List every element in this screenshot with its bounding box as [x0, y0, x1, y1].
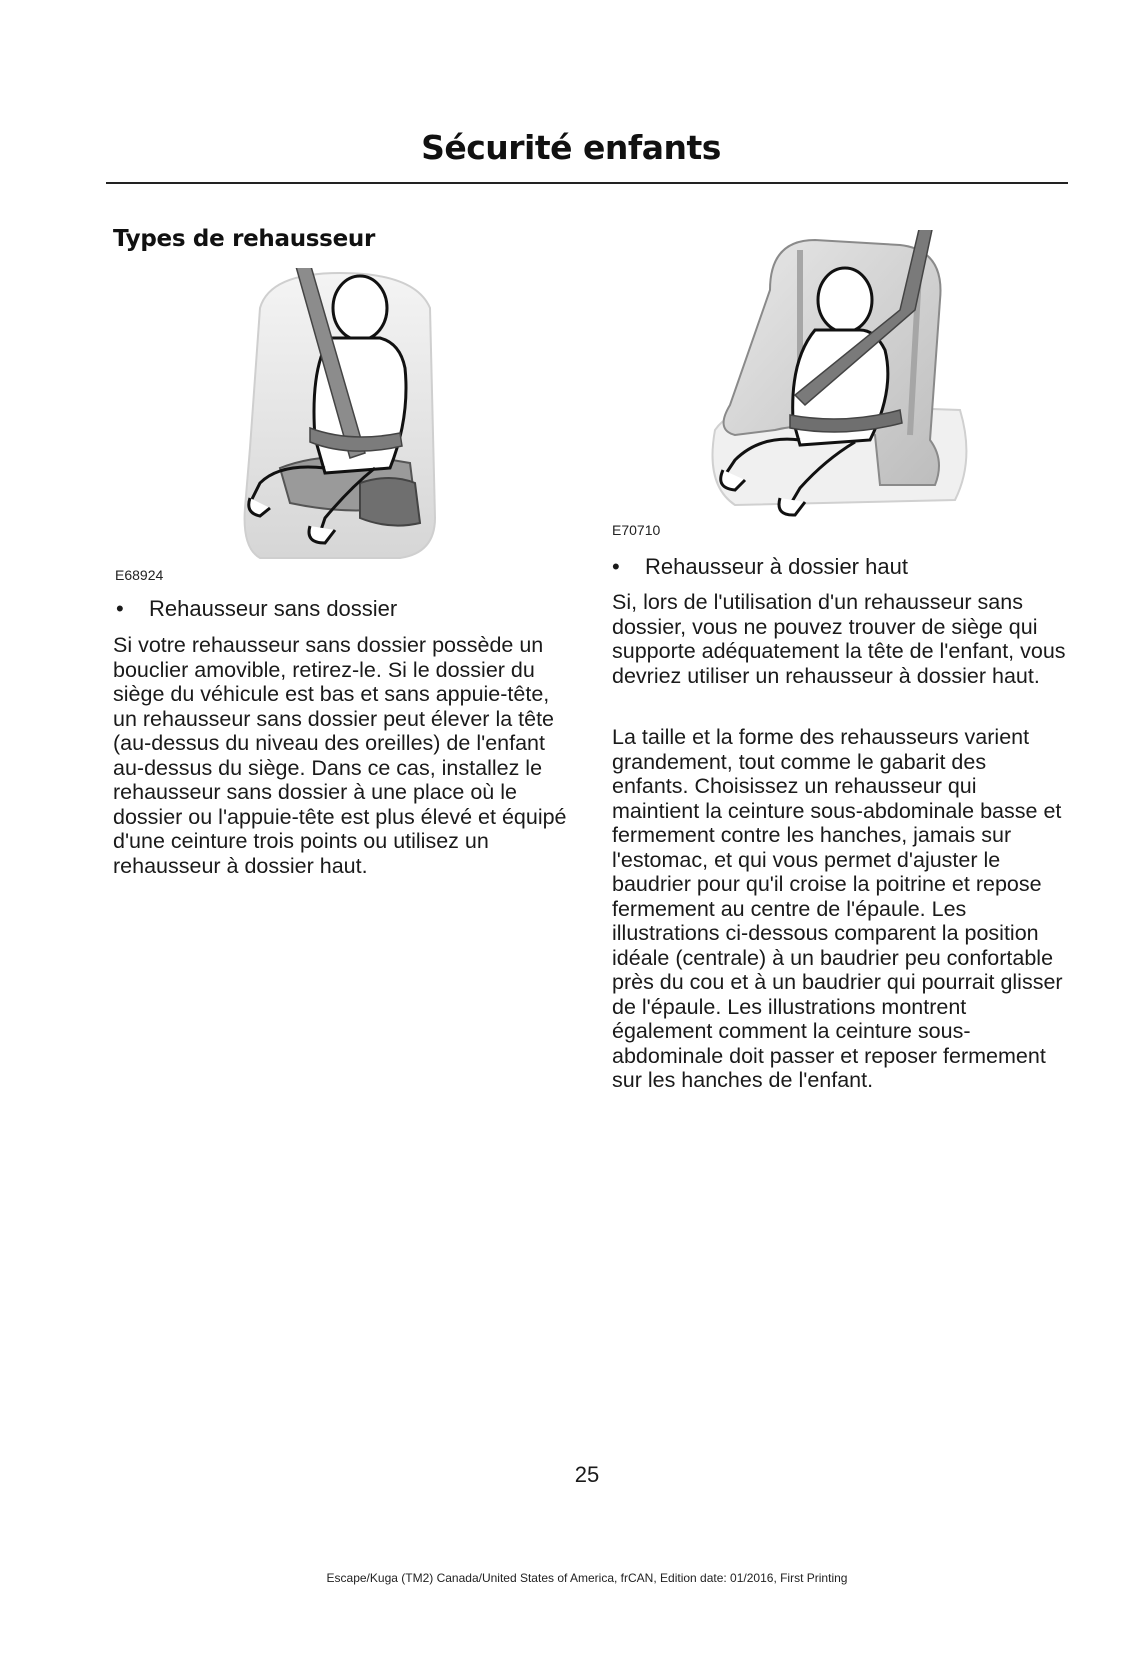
page-title: Sécurité enfants	[421, 128, 721, 167]
right-paragraph-2: La taille et la forme des rehausseurs varient grandement, tout comme le gabarit des enfants. Choisissez un rehausseur qui maintient la ceinture sous-abdominale basse et fermement contre les hanches, jamais sur l'estomac, et qui vous permet d'ajuster le baudrier pour qu'il croise la poitrine et repose fermement au centre de l'épaule. Les illustrations ci-dessous comparent la position idéale (centrale) à un baudrier peu confortable près du cou et à un baudrier qui pourrait glisser de l'épaule. Les illustrations montrent également comment la ceinture sous-abdominale doit passer et reposer fermement sur les hanches de l'enfant.	[612, 725, 1063, 1092]
bullet-label-right: Rehausseur à dossier haut	[645, 554, 908, 579]
booster-seat-without-back-illustration	[240, 268, 460, 578]
right-paragraph-1: Si, lors de l'utilisation d'un rehausseur sans dossier, vous ne pouvez trouver de siège qui supporte adéquatement la tête de l'enfant, vous devriez utiliser un rehausseur à dossier haut.	[612, 590, 1066, 688]
section-heading: Types de rehausseur	[113, 226, 375, 252]
title-divider	[106, 182, 1068, 184]
left-paragraph: Si votre rehausseur sans dossier possède un bouclier amovible, retirez-le. Si le dossier du siège du véhicule est bas et sans appuie-tête, un rehausseur sans dossier peut élever la tête (au-dessus du niveau des oreilles) de l'enfant au-dessus du siège. Dans ce cas, installez le rehausseur sans dossier à une place où le dossier ou l'appuie-tête est plus élevé et équipé d'une ceinture trois points ou utilisez un rehausseur à dossier haut.	[113, 633, 567, 878]
bullet-marker: •	[612, 554, 620, 579]
bullet-label-left: Rehausseur sans dossier	[149, 596, 398, 621]
high-back-booster-seat-illustration	[695, 230, 975, 540]
bullet-item-right	[612, 554, 908, 580]
page-number: 25	[574, 1462, 600, 1487]
bullet-item-left	[116, 596, 397, 622]
edition-footer: Escape/Kuga (TM2) Canada/United States of America, frCAN, Edition date: 01/2016, First Printing	[326, 1571, 848, 1585]
figure-code-right: E70710	[612, 522, 661, 538]
bullet-marker: •	[116, 596, 124, 621]
figure-code-left: E68924	[115, 567, 164, 583]
